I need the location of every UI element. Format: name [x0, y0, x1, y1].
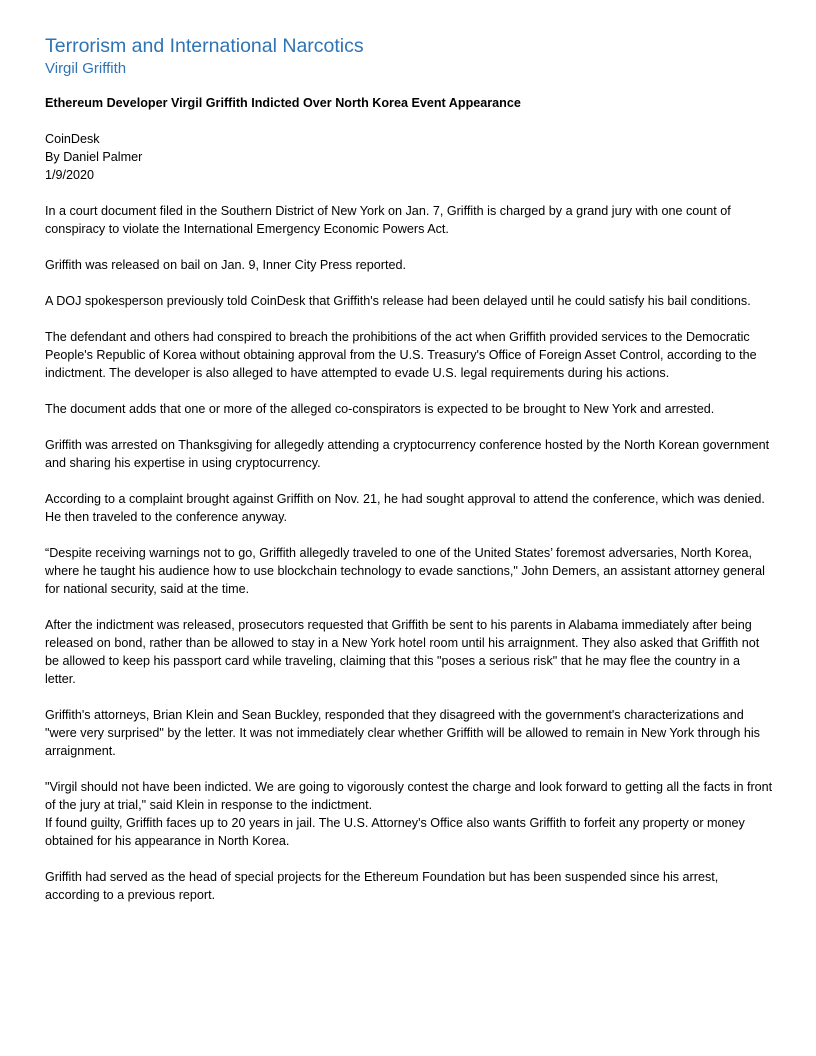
paragraph: According to a complaint brought against Griffith on Nov. 21, he had sought approval to attend the conference, which was denied. He then traveled to the conference anyway. — [45, 492, 765, 524]
subject-subheading: Virgil Griffith — [45, 60, 127, 77]
article-date: 1/9/2020 — [45, 168, 95, 182]
paragraph: In a court document filed in the Southern District of New York on Jan. 7, Griffith is charged by a grand jury with one count of conspiracy to violate the International Emergency Economic Powers Act. — [45, 204, 731, 236]
paragraph: Griffith had served as the head of special projects for the Ethereum Foundation but has been suspended since his arrest, according to a previous report. — [45, 870, 719, 902]
paragraph: If found guilty, Griffith faces up to 20 years in jail. The U.S. Attorney's Office also wants Griffith to forfeit any property or money obtained for his appearance in North Korea. — [45, 816, 745, 848]
article-title: Ethereum Developer Virgil Griffith Indicted Over North Korea Event Appearance — [45, 96, 521, 110]
section-heading: Terrorism and International Narcotics — [45, 35, 364, 57]
article-byline: By Daniel Palmer — [45, 150, 143, 164]
paragraph: A DOJ spokesperson previously told CoinDesk that Griffith's release had been delayed until he could satisfy his bail conditions. — [45, 294, 751, 308]
document-page — [45, 34, 773, 922]
paragraph: "Virgil should not have been indicted. We are going to vigorously contest the charge and look forward to getting all the facts in front of the jury at trial," said Klein in response to the indictment. — [45, 780, 773, 812]
paragraph: The document adds that one or more of the alleged co-conspirators is expected to be brought to New York and arrested. — [45, 402, 715, 416]
article-meta — [45, 130, 773, 184]
paragraph: Griffith was released on bail on Jan. 9, Inner City Press reported. — [45, 258, 406, 272]
article-body — [45, 202, 773, 904]
paragraph: The defendant and others had conspired to breach the prohibitions of the act when Griffith provided services to the Democratic People's Republic of Korea without obtaining approval from the U.S. Treasury's Office of Foreign Asset Control, according to the indictment. The developer is also alleged to have attempted to evade U.S. legal requirements during his actions. — [45, 330, 757, 380]
paragraph: “Despite receiving warnings not to go, Griffith allegedly traveled to one of the United States’ foremost adversaries, North Korea, where he taught his audience how to use blockchain technology to evade sanctions," John Demers, an assistant attorney general for national security, said at the time. — [45, 546, 765, 596]
paragraph: Griffith's attorneys, Brian Klein and Sean Buckley, responded that they disagreed with the government's characterizations and "were very surprised" by the letter. It was not immediately clear whether Griffith will be allowed to remain in New York through his arraignment. — [45, 708, 760, 758]
article-source: CoinDesk — [45, 132, 100, 146]
paragraph: Griffith was arrested on Thanksgiving for allegedly attending a cryptocurrency conference hosted by the North Korean government and sharing his expertise in using cryptocurrency. — [45, 438, 770, 470]
paragraph: After the indictment was released, prosecutors requested that Griffith be sent to his parents in Alabama immediately after being released on bond, rather than be allowed to stay in a New York hotel room until his arraignment. They also asked that Griffith not be allowed to keep his passport card while traveling, claiming that this "poses a serious risk" that he may flee the country in a letter. — [45, 618, 760, 686]
